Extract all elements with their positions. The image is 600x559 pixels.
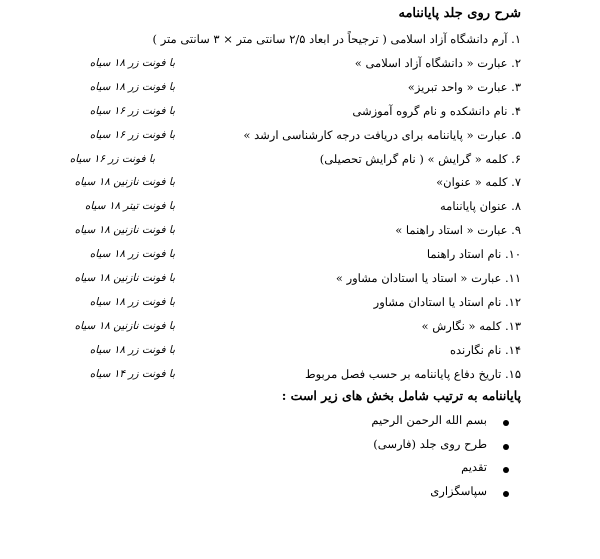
item-text: ۷. کلمه « عنوان» [436, 175, 521, 190]
list-item [0, 223, 600, 243]
bullet-icon [503, 467, 509, 473]
item-text: ۶. کلمه « گرایش » ( نام گرایش تحصیلی) [319, 151, 521, 166]
bullet-item [0, 484, 600, 506]
list-item [0, 295, 600, 315]
font-note: با فونت زر ۱۸ سیاه [89, 80, 175, 93]
list-item [0, 32, 600, 52]
document-title: شرح روی جلد پایاننامه [398, 6, 521, 21]
section-subtitle: پایاننامه به ترتیب شامل بخش های زیر است : [281, 388, 521, 403]
font-note: با فونت زر ۱۸ سیاه [89, 295, 175, 308]
list-item [0, 343, 600, 363]
item-text: ۱۰. نام استاد راهنما [426, 247, 521, 262]
font-note: با فونت تیتر ۱۸ سیاه [84, 200, 175, 213]
list-item [0, 152, 600, 172]
bullet-text: سپاسگزاری [430, 483, 487, 498]
bullet-icon [503, 420, 509, 426]
list-item [0, 271, 600, 291]
font-note: با فونت زر ۱۴ سیاه [89, 367, 175, 380]
list-item [0, 247, 600, 267]
list-item [0, 104, 600, 124]
bullet-text: بسم الله الرحمن الرحیم [371, 413, 487, 427]
list-item [0, 199, 600, 219]
bullet-icon [503, 491, 509, 497]
item-text: ۱۱. عبارت « استاد یا استادان مشاور » [335, 271, 521, 285]
item-text: ۱۵. تاریخ دفاع پایاننامه بر حسب فصل مربوط [304, 366, 521, 381]
bullet-item [0, 413, 600, 435]
font-note: با فونت زر ۱۶ سیاه [89, 128, 175, 141]
font-note: با فونت نازنین ۱۸ سیاه [74, 272, 175, 284]
font-note: با فونت زر ۱۸ سیاه [89, 343, 175, 356]
item-text: ۲. عبارت « دانشگاه آزاد اسلامی » [354, 55, 521, 70]
item-text: ۱. آرم دانشگاه آزاد اسلامی ( ترجیحاً در ابعاد ۲/۵ سانتی متر × ۳ سانتی متر ) [152, 32, 521, 46]
font-note: با فونت زر ۱۶ سیاه [69, 152, 155, 165]
bullet-item [0, 460, 600, 482]
bullet-text: تقدیم [461, 460, 487, 474]
item-text: ۵. عبارت « پایاننامه برای دریافت درجه کارشناسی ارشد » [243, 127, 521, 142]
font-note: با فونت زر ۱۸ سیاه [89, 248, 175, 261]
font-note: با فونت زر ۱۶ سیاه [89, 104, 175, 117]
list-item [0, 175, 600, 195]
font-note: با فونت زر ۱۸ سیاه [89, 56, 175, 69]
font-note: با فونت نازنین ۱۸ سیاه [74, 176, 175, 189]
list-item [0, 367, 600, 387]
item-text: ۸. عنوان پایاننامه [440, 199, 521, 214]
bullet-icon [503, 444, 509, 450]
bullet-text: طرح روی جلد (فارسی) [373, 436, 487, 451]
bullet-item [0, 437, 600, 459]
list-item [0, 80, 600, 100]
item-text: ۱۴. نام نگارنده [449, 342, 521, 357]
font-note: با فونت نازنین ۱۸ سیاه [74, 224, 175, 237]
item-text: ۳. عبارت « واحد تبریز» [407, 79, 521, 94]
list-item [0, 319, 600, 339]
item-text: ۱۲. نام استاد یا استادان مشاور [373, 294, 521, 309]
item-text: ۴. نام دانشکده و نام گروه آموزشی [352, 103, 521, 118]
item-text: ۱۳. کلمه « نگارش » [421, 318, 521, 333]
list-item [0, 56, 600, 76]
list-item [0, 128, 600, 148]
item-text: ۹. عبارت « استاد راهنما » [395, 223, 521, 238]
font-note: با فونت نازنین ۱۸ سیاه [74, 319, 175, 332]
